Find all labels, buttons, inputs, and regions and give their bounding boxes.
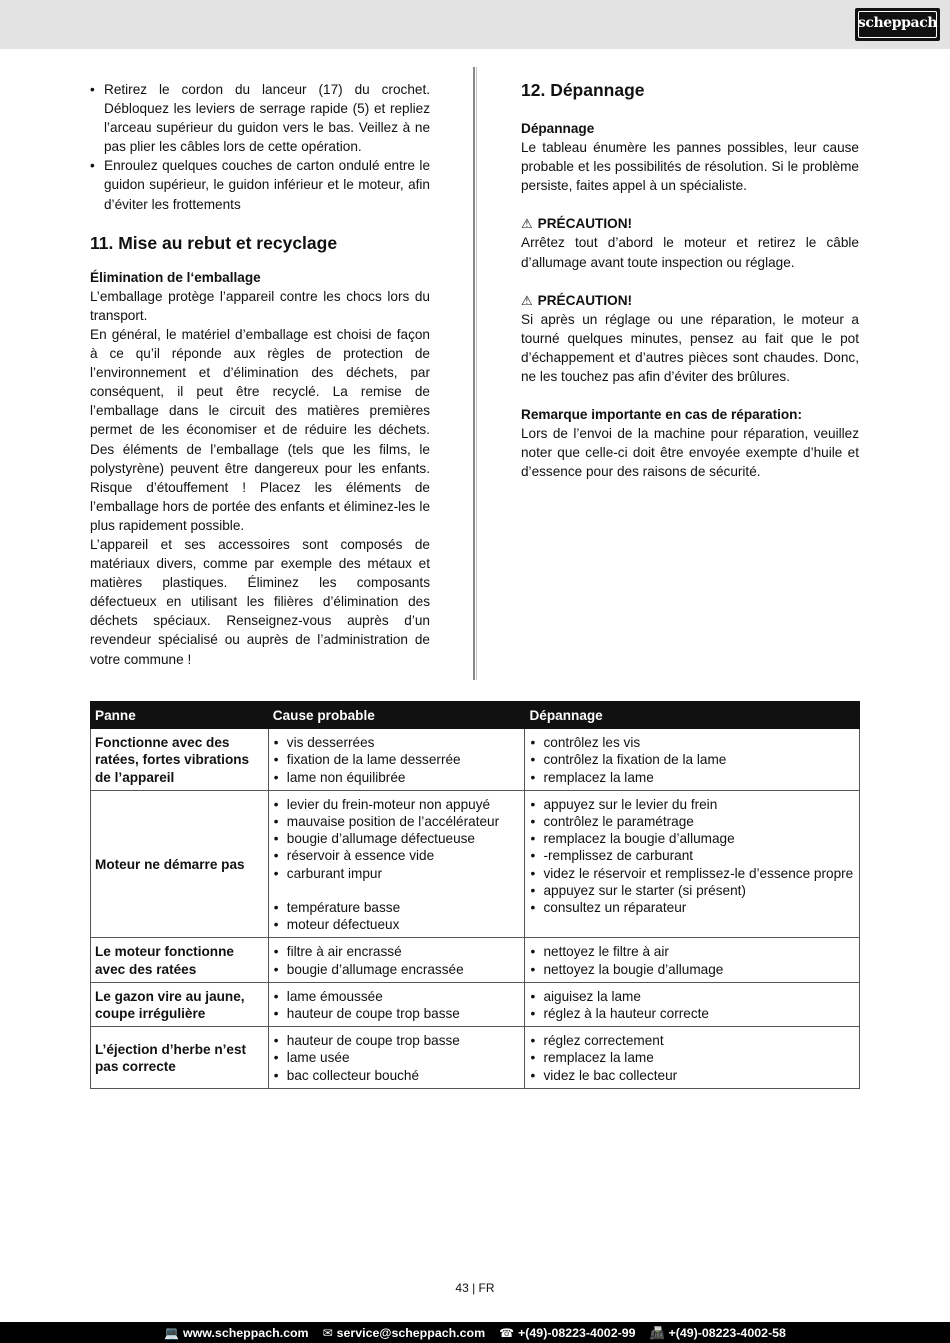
list-item: • vis desserrées	[273, 734, 521, 751]
list-item: • réglez à la hauteur correcte	[529, 1005, 855, 1022]
email-link[interactable]: service@scheppach.com	[336, 1325, 486, 1340]
remedy-cell	[525, 729, 860, 791]
list-item: • Enroulez quelques couches de carton ondulé entre le guidon supérieur, le guidon inférieur et le moteur, afin d’éviter les frottements	[90, 156, 430, 213]
website-link[interactable]: www.scheppach.com	[183, 1325, 309, 1340]
list-item: • lame émoussée	[273, 988, 521, 1005]
troubleshooting-table	[90, 701, 860, 1089]
list-item: • contrôlez la fixation de la lame	[529, 751, 855, 768]
list-item: • bougie d’allumage encrassée	[273, 961, 521, 978]
list-item: • aiguisez la lame	[529, 988, 855, 1005]
caution-label: PRÉCAUTION!	[537, 216, 633, 232]
spacer	[521, 272, 859, 291]
list-item: • moteur défectueux	[273, 916, 521, 933]
page-number: 43 | FR	[455, 1281, 495, 1295]
list-item: • videz le réservoir et remplissez-le d’essence propre	[529, 865, 855, 882]
mail-icon: ✉	[322, 1325, 333, 1340]
computer-icon: 💻	[164, 1325, 180, 1340]
caution-text: Si après un réglage ou une réparation, le moteur a tourné quelques minutes, pensez au fait que le pot d’échappement et d’autres pièces sont chaudes. Donc, ne les touchez pas afin d’éviter des brûlures.	[521, 311, 859, 385]
list-item: • -remplissez de carburant	[529, 847, 855, 864]
intro-paragraph: Le tableau énumère les pannes possibles, leur cause probable et les possibilités de résolution. Si le problème persiste, faites appel à un spécialiste.	[521, 140, 859, 194]
list-item: • remplacez la lame	[529, 1049, 855, 1066]
list-item: • mauvaise position de l’accélérateur	[273, 813, 521, 830]
footer-website[interactable]	[164, 1326, 309, 1340]
list-item: • bougie d’allumage défectueuse	[273, 830, 521, 847]
column-header: Cause probable	[268, 702, 525, 729]
section-title-troubleshooting: 12. Dépannage	[521, 80, 645, 100]
header-bar	[0, 0, 950, 49]
column-divider	[473, 67, 477, 680]
list-item: • température basse	[273, 899, 521, 916]
cause-cell	[268, 729, 525, 791]
remark-heading: Remarque importante en cas de réparation:	[521, 407, 803, 423]
spacer	[521, 386, 859, 405]
list-item: • lame non équilibrée	[273, 769, 521, 786]
phone-number: +(49)-08223-4002-99	[518, 1325, 636, 1340]
cause-cell	[268, 1027, 525, 1089]
warning-icon: ⚠	[521, 216, 533, 232]
list-item: • nettoyez la bougie d’allumage	[529, 961, 855, 978]
remedy-cell	[525, 982, 860, 1026]
list-item: • hauteur de coupe trop basse	[273, 1032, 521, 1049]
logo-text: scheppach	[857, 15, 938, 31]
fax-icon: 📠	[649, 1325, 665, 1340]
paragraph: En général, le matériel d’emballage est choisi de façon à ce qu’il réponde aux règles de protection de l’environnement et d’élimination des déchets, par conséquent, il peut être recyclé. La remise de l’emballage dans le circuit des matières premières permet de les économiser et de réduire les déchets. Des éléments de l’emballage (tels que les films, le polystyrène) peuvent être dangereux pour les enfants. Risque d’étouffement ! Placez les éléments de l’emballage hors de portée des enfants et éliminez-les le plus rapidement possible.	[90, 326, 430, 533]
caution-heading	[521, 291, 859, 310]
footer-bar	[0, 1322, 950, 1343]
caution-heading	[521, 214, 859, 233]
table-row	[91, 982, 860, 1026]
list-item: • carburant impur	[273, 865, 521, 882]
fault-cell: Moteur ne démarre pas	[91, 790, 269, 938]
list-item: • filtre à air encrassé	[273, 943, 521, 960]
remedy-cell	[525, 938, 860, 982]
table-row	[91, 938, 860, 982]
subheading-packaging: Élimination de l‘emballage	[90, 269, 261, 285]
list-item: • videz le bac collecteur	[529, 1067, 855, 1084]
fault-cell: Fonctionne avec des ratées, fortes vibrations de l’appareil	[91, 729, 269, 791]
column-header: Dépannage	[525, 702, 860, 729]
phone-icon: ☎	[499, 1325, 515, 1340]
paragraph: L’emballage protège l’appareil contre les chocs lors du transport.	[90, 288, 430, 323]
list-item: • réglez correctement	[529, 1032, 855, 1049]
caution-text: Arrêtez tout d’abord le moteur et retirez le câble d’allumage avant toute inspection ou réglage.	[521, 235, 859, 270]
table-row	[91, 729, 860, 791]
footer-fax	[650, 1326, 786, 1340]
list-item: • réservoir à essence vide	[273, 847, 521, 864]
list-item: • hauteur de coupe trop basse	[273, 1005, 521, 1022]
warning-icon: ⚠	[521, 292, 533, 308]
paragraph: L’appareil et ses accessoires sont composés de matériaux divers, comme par exemple des métaux et matières plastiques. Éliminez les composants défectueux en utilisant les filières d’élimination des déchets spéciaux. Renseignez-vous auprès d’un revendeur spécialisé ou auprès de l’administration de votre commune !	[90, 536, 430, 667]
list-item: • remplacez la bougie d’allumage	[529, 830, 855, 847]
list-spacer	[273, 882, 521, 899]
list-item: • fixation de la lame desserrée	[273, 751, 521, 768]
column-header: Panne	[91, 702, 269, 729]
cause-cell	[268, 938, 525, 982]
remark-text: Lors de l’envoi de la machine pour réparation, veuillez noter que celle-ci doit être envoyée exempte d’huile et d’essence pour des raisons de sécurité.	[521, 426, 859, 480]
caution-label: PRÉCAUTION!	[537, 292, 633, 308]
list-item: • bac collecteur bouché	[273, 1067, 521, 1084]
fault-cell: Le moteur fonctionne avec des ratées	[91, 938, 269, 982]
list-item: • lame usée	[273, 1049, 521, 1066]
left-column	[90, 80, 430, 669]
table-header-row	[91, 702, 860, 729]
remedy-cell	[525, 1027, 860, 1089]
list-item: • Retirez le cordon du lanceur (17) du crochet. Débloquez les leviers de serrage rapide (5) et repliez l’arceau supérieur du guidon vers le bas. Veillez à ne pas plier les câbles lors de cette opération.	[90, 80, 430, 156]
intro-bullet-list	[90, 80, 430, 214]
scheppach-logo	[855, 8, 940, 41]
cause-cell	[268, 790, 525, 938]
right-column	[521, 80, 859, 482]
list-item: • contrôlez les vis	[529, 734, 855, 751]
remedy-cell	[525, 790, 860, 938]
footer-phone	[499, 1326, 635, 1340]
list-item: • contrôlez le paramétrage	[529, 813, 855, 830]
table-row	[91, 790, 860, 938]
fax-number: +(49)-08223-4002-58	[668, 1325, 786, 1340]
section-title-recycling: 11. Mise au rebut et recyclage	[90, 232, 338, 253]
list-item: • appuyez sur le starter (si présent)	[529, 882, 855, 899]
spacer	[521, 195, 859, 214]
list-item: • appuyez sur le levier du frein	[529, 796, 855, 813]
fault-cell: Le gazon vire au jaune, coupe irrégulière	[91, 982, 269, 1026]
list-item: • nettoyez le filtre à air	[529, 943, 855, 960]
footer-email[interactable]	[323, 1326, 486, 1340]
list-item: • remplacez la lame	[529, 769, 855, 786]
fault-cell: L’éjection d’herbe n’est pas correcte	[91, 1027, 269, 1089]
table-row	[91, 1027, 860, 1089]
subheading-troubleshooting: Dépannage	[521, 121, 595, 136]
list-item: • levier du frein-moteur non appuyé	[273, 796, 521, 813]
cause-cell	[268, 982, 525, 1026]
list-item: • consultez un réparateur	[529, 899, 855, 916]
